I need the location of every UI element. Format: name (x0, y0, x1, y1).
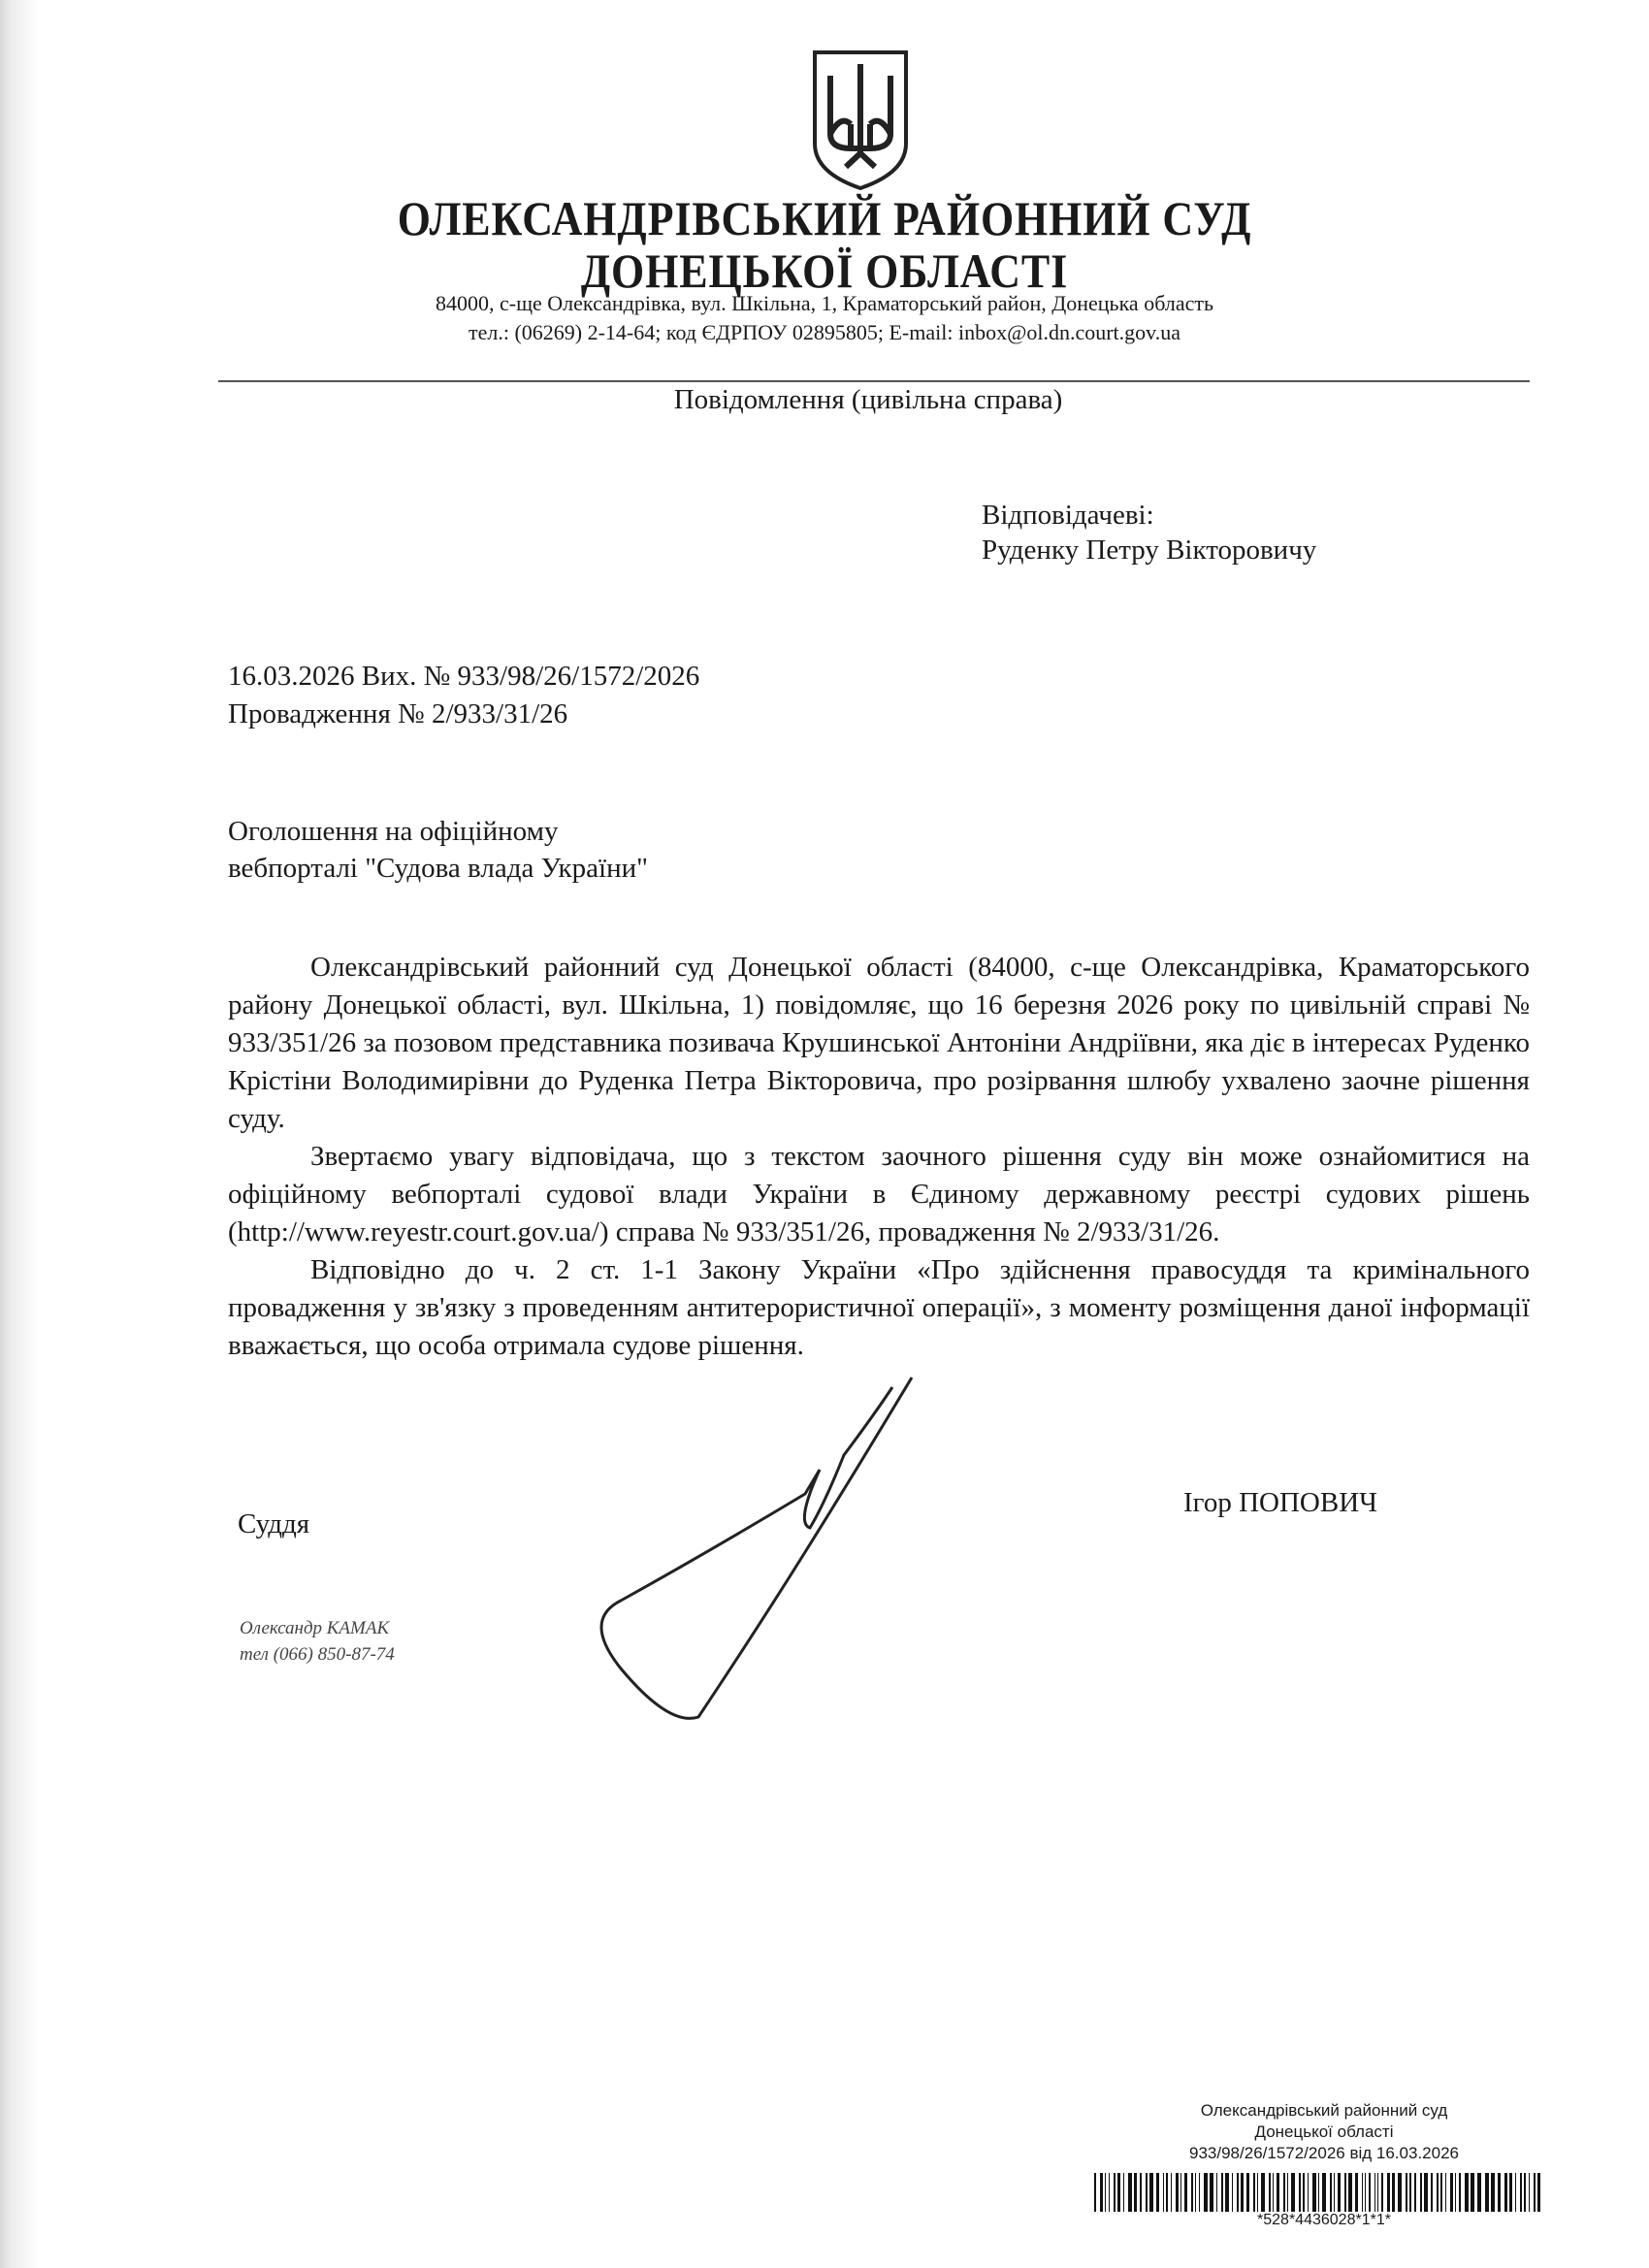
barcode-bar (1257, 2173, 1258, 2212)
body-paragraph-3: Відповідно до ч. 2 ст. 1-1 Закону України «Про здійснення правосуддя та кримінального провадження у зв'язку з проведенням антитерористичної операції», з моменту розміщення даної інформації вважається, що особа отримала судове рішення. (228, 1254, 1530, 1361)
notice-body (228, 949, 1530, 1365)
barcode-bar (1440, 2173, 1442, 2212)
barcode-bar (1471, 2173, 1474, 2212)
barcode-bar (1414, 2173, 1416, 2212)
stamp-line3: 933/98/26/1572/2026 від 16.03.2026 (1189, 2144, 1459, 2162)
proceeding-number: Провадження № 2/933/31/26 (228, 698, 568, 729)
barcode-bar (1109, 2173, 1110, 2212)
executor-phone: тел (066) 850-87-74 (240, 1644, 395, 1665)
barcode-bar (1465, 2173, 1469, 2212)
barcode-bar (1094, 2173, 1096, 2212)
barcode-bar (1140, 2173, 1142, 2212)
barcode-bar (1191, 2173, 1193, 2212)
barcode-bar (1318, 2173, 1319, 2212)
recipient-label: Відповідачеві: (982, 500, 1154, 531)
barcode-bar (1105, 2173, 1106, 2212)
barcode-bar (1225, 2173, 1229, 2212)
barcode-bar (1455, 2173, 1456, 2212)
barcode-bar (1362, 2173, 1363, 2212)
barcode-bar (1308, 2173, 1309, 2212)
announcement-line2: вебпорталі "Судова влада України" (228, 853, 648, 884)
notice-title: Повідомлення (цивільна справа) (673, 384, 1063, 415)
barcode-bar (1232, 2173, 1233, 2212)
outgoing-reference: 16.03.2026 Вих. № 933/98/26/1572/2026 (228, 661, 700, 692)
barcode-bar (1534, 2173, 1536, 2212)
court-address: 84000, с-ще Олександрівка, вул. Шкільна, 1, Краматорський район, Донецька область (436, 291, 1213, 315)
barcode-bar (1437, 2173, 1439, 2212)
barcode-bar (1283, 2173, 1285, 2212)
barcode-bar (1330, 2173, 1332, 2212)
court-name-line2: ДОНЕЦЬКОЇ ОБЛАСТІ (580, 243, 1069, 298)
barcode-bar (1381, 2173, 1383, 2212)
announcement-line1: Оголошення на офіційному (228, 816, 559, 847)
stamp-line2: Донецької області (1254, 2122, 1394, 2141)
barcode-bar (1515, 2173, 1516, 2212)
barcode-bar (1241, 2173, 1244, 2212)
barcode-bar (1246, 2173, 1249, 2212)
barcode-bar (1163, 2173, 1164, 2212)
barcode-bar (1491, 2173, 1495, 2212)
barcode-bar (1398, 2173, 1402, 2212)
barcode-bar (1269, 2173, 1271, 2212)
barcode-bar (1374, 2173, 1375, 2212)
barcode-bar (1344, 2173, 1346, 2212)
signature-position: Суддя (238, 1508, 310, 1539)
barcode (1094, 2173, 1545, 2212)
barcode-bar (1369, 2173, 1371, 2212)
barcode-bar (1445, 2173, 1446, 2212)
barcode-bar (1498, 2173, 1501, 2212)
barcode-bar (1253, 2173, 1255, 2212)
barcode-bar (1424, 2173, 1428, 2212)
barcode-bar (1504, 2173, 1507, 2212)
barcode-bar (1338, 2173, 1341, 2212)
barcode-bar (1146, 2173, 1148, 2212)
barcode-bar (1199, 2173, 1200, 2212)
barcode-bar (1210, 2173, 1213, 2212)
handwritten-signature (563, 1358, 931, 1727)
barcode-bar (1355, 2173, 1358, 2212)
barcode-bar (1459, 2173, 1461, 2212)
barcode-bar (1509, 2173, 1512, 2212)
barcode-bar (1450, 2173, 1453, 2212)
registration-stamp (1096, 2100, 1552, 2164)
barcode-bar (1524, 2173, 1526, 2212)
recipient-name: Руденку Петру Вікторовичу (982, 535, 1317, 566)
barcode-bar (1221, 2173, 1223, 2212)
barcode-bar (1128, 2173, 1132, 2212)
barcode-text: *528*4436028*1*1* (1257, 2212, 1391, 2228)
barcode-bar (1529, 2173, 1530, 2212)
court-contacts: тел.: (06269) 2-14-64; код ЄДРПОУ 02895805; E-mail: inbox@ol.dn.court.gov.ua (468, 320, 1180, 344)
barcode-bar (1134, 2173, 1137, 2212)
barcode-bar (1117, 2173, 1120, 2212)
barcode-bar (1114, 2173, 1116, 2212)
barcode-bar (1195, 2173, 1196, 2212)
barcode-bar (1180, 2173, 1181, 2212)
barcode-bar (1377, 2173, 1378, 2212)
barcode-bar (1420, 2173, 1422, 2212)
barcode-bar (1431, 2173, 1433, 2212)
executor-name: Олександр КАМАК (240, 1618, 390, 1638)
barcode-bar (1303, 2173, 1305, 2212)
barcode-bar (1216, 2173, 1217, 2212)
signature-name: Ігор ПОПОВИЧ (1183, 1487, 1377, 1518)
barcode-bar (1406, 2173, 1407, 2212)
barcode-bar (1312, 2173, 1316, 2212)
barcode-bar (1156, 2173, 1159, 2212)
barcode-bar (1387, 2173, 1390, 2212)
barcode-bar (1273, 2173, 1274, 2212)
barcode-bar (1149, 2173, 1153, 2212)
barcode-bar (1176, 2173, 1179, 2212)
barcode-bar (1261, 2173, 1265, 2212)
stamp-line1: Олександрівський районний суд (1200, 2101, 1448, 2120)
barcode-bar (1520, 2173, 1522, 2212)
trident-coat-of-arms-icon (807, 47, 914, 192)
barcode-bar (1171, 2173, 1172, 2212)
barcode-bar (1485, 2173, 1489, 2212)
barcode-bar (1277, 2173, 1279, 2212)
court-name-line1: ОЛЕКСАНДРІВСЬКИЙ РАЙОННИЙ СУД (397, 191, 1252, 245)
barcode-bar (1166, 2173, 1168, 2212)
barcode-bar (1299, 2173, 1301, 2212)
barcode-bar (1334, 2173, 1335, 2212)
barcode-bar (1291, 2173, 1295, 2212)
barcode-bar (1322, 2173, 1326, 2212)
barcode-bar (1184, 2173, 1187, 2212)
barcode-bar (1123, 2173, 1124, 2212)
header-divider (218, 380, 1530, 382)
barcode-bar (1237, 2173, 1239, 2212)
barcode-bar (1100, 2173, 1103, 2212)
barcode-bar (1409, 2173, 1411, 2212)
barcode-bar (1392, 2173, 1395, 2212)
barcode-bar (1537, 2173, 1540, 2212)
barcode-bar (1348, 2173, 1352, 2212)
barcode-bar (1365, 2173, 1366, 2212)
body-paragraph-1: Олександрівський районний суд Донецької області (84000, с-ще Олександрівка, Краматорського району Донецької області, вул. Шкільна, 1) повідомляє, що 16 березня 2026 року по цивільній справі № 933/351/26 за позовом представника позивача Крушинської Антоніни Андріївни, яка діє в інтересах Руденко Крістіни Володимирівни до Руденка Петра Вікторовича, про розірвання шлюбу ухвалено заочне рішення суду. (228, 952, 1530, 1134)
barcode-bar (1204, 2173, 1208, 2212)
barcode-bar (1287, 2173, 1288, 2212)
executor-info (240, 1615, 395, 1668)
barcode-bar (1477, 2173, 1481, 2212)
body-paragraph-2: Звертаємо увагу відповідача, що з текстом заочного рішення суду він може ознайомитися на офіційному вебпорталі судової влади України в Єдиному державному реєстрі судових рішень (http://www.reyestr.court.gov.ua/) справа № 933/351/26, провадження № 2/933/31/26. (228, 1141, 1530, 1247)
